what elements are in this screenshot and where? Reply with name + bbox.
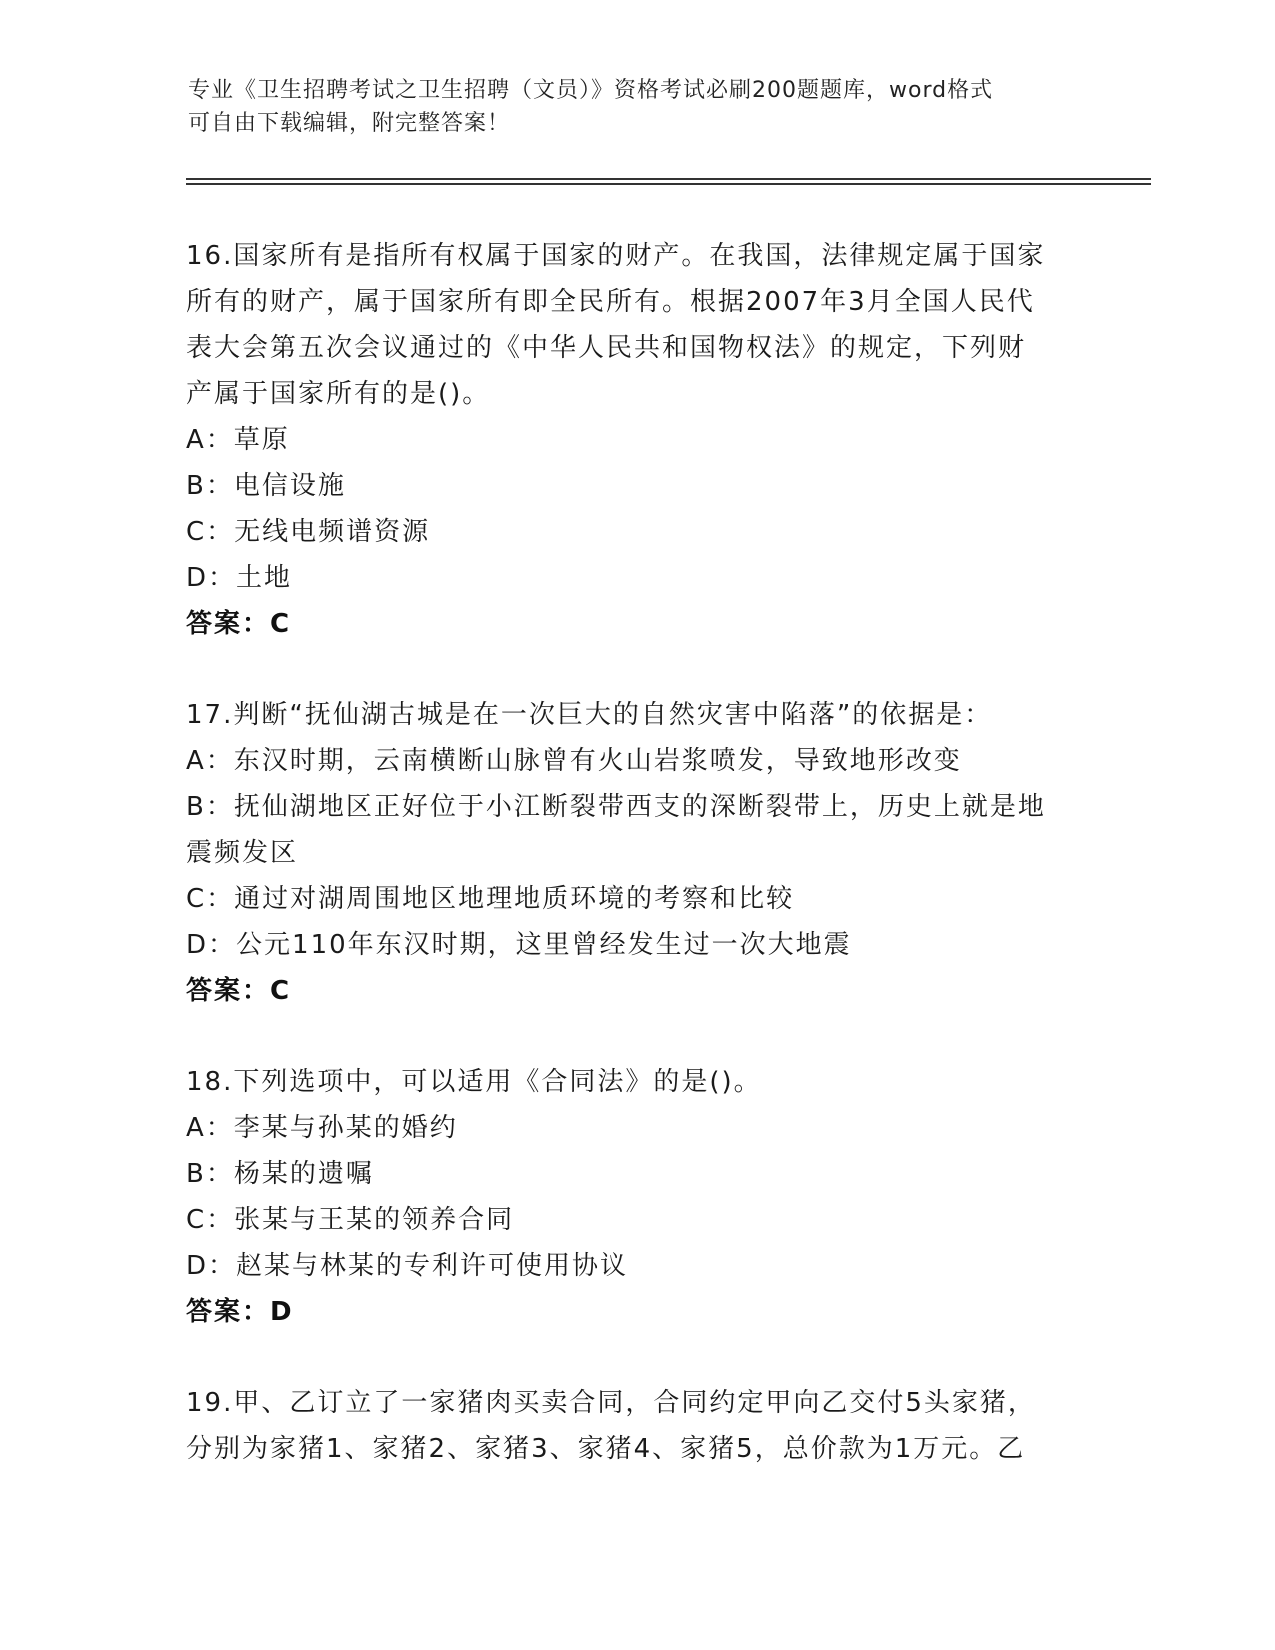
question-item [186,692,1086,1014]
answer: 答案：D [186,1297,294,1327]
option-d: D：土地 [186,563,293,593]
question-text: 表大会第五次会议通过的《中华人民共和国物权法》的规定，下列财 [186,333,1027,363]
question-item [186,1059,1086,1335]
question-text: 产属于国家所有的是()。 [186,379,491,409]
option-c: C：通过对湖周围地区地理地质环境的考察和比较 [186,884,795,914]
option-b-continued: 震频发区 [186,838,299,868]
question-text: 所有的财产，属于国家所有即全民所有。根据2007年3月全国人民代 [186,287,1035,317]
question-text: 分别为家猪1、家猪2、家猪3、家猪4、家猪5，总价款为1万元。乙 [186,1434,1026,1464]
answer: 答案：C [186,609,292,639]
answer: 答案：C [186,976,292,1006]
option-b: B：杨某的遗嘱 [186,1159,374,1189]
header-line: 专业《卫生招聘考试之卫生招聘（文员）》资格考试必刷200题题库，word格式 [188,78,994,103]
question-text: 19.甲、乙订立了一家猪肉买卖合同，合同约定甲向乙交付5头家猪， [186,1388,1036,1418]
option-a: A：草原 [186,425,290,455]
option-c: C：无线电频谱资源 [186,517,431,547]
question-text: 18.下列选项中，可以适用《合同法》的是()。 [186,1067,762,1097]
question-item [186,1380,1086,1472]
option-b: B：抚仙湖地区正好位于小江断裂带西支的深断裂带上，历史上就是地 [186,792,1046,822]
option-a: A：东汉时期，云南横断山脉曾有火山岩浆喷发，导致地形改变 [186,746,962,776]
header-divider [186,178,1151,180]
header-divider [186,183,1151,185]
question-text: 17.判断“抚仙湖古城是在一次巨大的自然灾害中陷落”的依据是： [186,700,993,730]
document-header [188,74,1088,140]
question-list [186,233,1086,1517]
question-text: 16.国家所有是指所有权属于国家的财产。在我国，法律规定属于国家 [186,241,1046,271]
option-d: D：公元110年东汉时期，这里曾经发生过一次大地震 [186,930,852,960]
option-b: B：电信设施 [186,471,346,501]
header-line: 可自由下载编辑，附完整答案！ [188,111,511,136]
option-a: A：李某与孙某的婚约 [186,1113,458,1143]
option-c: C：张某与王某的领养合同 [186,1205,515,1235]
option-d: D：赵某与林某的专利许可使用协议 [186,1251,629,1281]
question-item [186,233,1086,647]
